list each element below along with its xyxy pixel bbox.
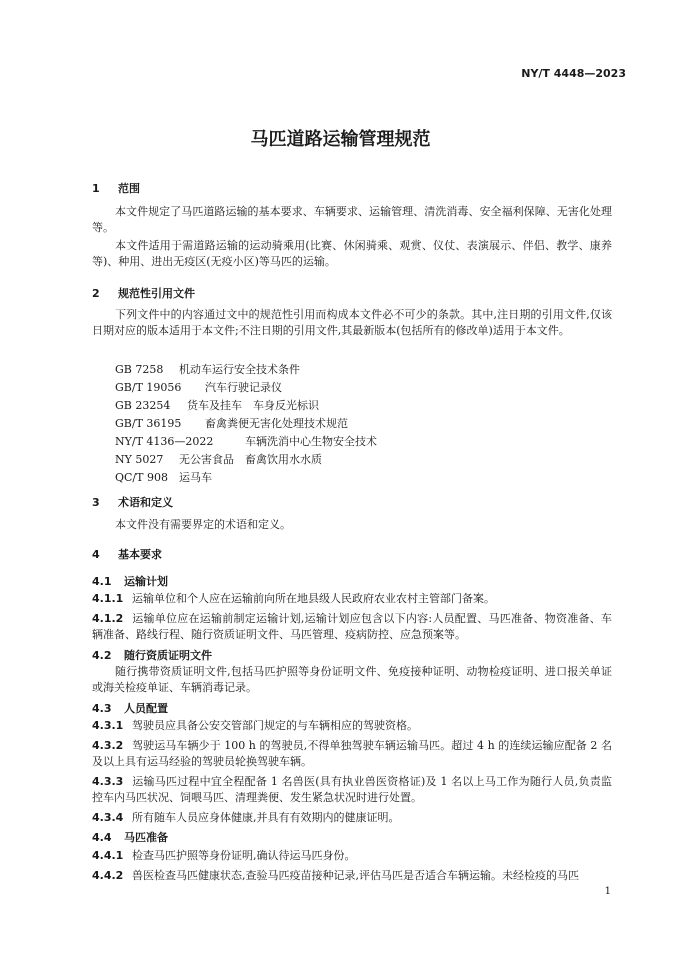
- reference-code: NY 5027: [115, 453, 164, 466]
- paragraph: 本文件适用于需道路运输的运动骑乘用(比赛、休闲骑乘、观赏、仪仗、表演展示、伴侣、教学、康养等)、种用、进出无疫区(无疫小区)等马匹的运输。: [92, 239, 612, 268]
- clause-number: 4.4.2: [92, 869, 124, 882]
- standard-number: NY/T 4448—2023: [521, 67, 626, 80]
- reference-item: [115, 361, 300, 377]
- reference-name: 无公害食品 畜禽饮用水水质: [179, 453, 322, 466]
- clause-4-4-1: [92, 848, 612, 864]
- clause-text: 运输单位应在运输前制定运输计划,运输计划应包含以下内容:人员配置、马匹准备、物资准备、车辆准备、路线行程、随行资质证明文件、马匹管理、疫病防控、应急预案等。: [92, 612, 612, 641]
- subsection-title: 人员配置: [124, 702, 168, 715]
- section-1-heading: [92, 180, 140, 196]
- subsection-4-2-heading: [92, 647, 212, 663]
- reference-item: [115, 469, 212, 485]
- section-number: 2: [92, 287, 100, 300]
- reference-code: NY/T 4136—2022: [115, 435, 214, 448]
- clause-text: 运输马匹过程中宜全程配备 1 名兽医(具有执业兽医资格证)及 1 名以上马工作为随行人员,负责监控车内马匹状况、饲喂马匹、清理粪便、发生紧急状况时进行处置。: [92, 775, 612, 804]
- reference-item: [115, 397, 319, 413]
- subsection-title: 马匹准备: [124, 831, 168, 844]
- paragraph: 随行携带资质证明文件,包括马匹护照等身份证明文件、免疫接种证明、动物检疫证明、进口报关单证或海关检疫单证、车辆消毒记录。: [92, 665, 612, 694]
- reference-name: 畜禽粪便无害化处理技术规范: [205, 417, 348, 430]
- clause-number: 4.3.2: [92, 739, 124, 752]
- reference-item: [115, 415, 348, 431]
- section-number: 3: [92, 496, 100, 509]
- reference-item: [115, 433, 377, 449]
- subsection-4-4-heading: [92, 829, 168, 845]
- subsection-title: 随行资质证明文件: [124, 649, 212, 662]
- reference-code: GB 23254: [115, 399, 171, 412]
- section-title: 基本要求: [118, 548, 162, 561]
- paragraph: 本文件规定了马匹道路运输的基本要求、车辆要求、运输管理、清洗消毒、安全福利保障、无害化处理等。: [92, 205, 612, 234]
- reference-name: 汽车行驶记录仪: [205, 381, 282, 394]
- subsection-number: 4.1: [92, 575, 112, 588]
- clause-text: 所有随车人员应身体健康,并具有有效期内的健康证明。: [132, 811, 400, 824]
- clause-number: 4.3.1: [92, 719, 124, 732]
- paragraph: 本文件没有需要界定的术语和定义。: [115, 518, 291, 531]
- subsection-number: 4.4: [92, 831, 112, 844]
- clause-4-3-3: [92, 774, 612, 806]
- subsection-number: 4.3: [92, 702, 112, 715]
- page-title: 马匹道路运输管理规范: [250, 129, 431, 150]
- subsection-4-3-heading: [92, 700, 168, 716]
- section-title: 范围: [118, 182, 140, 195]
- clause-number: 4.3.4: [92, 811, 124, 824]
- subsection-number: 4.2: [92, 649, 112, 662]
- clause-4-3-2: [92, 738, 612, 770]
- reference-code: GB/T 36195: [115, 417, 182, 430]
- reference-name: 货车及挂车 车身反光标识: [187, 399, 319, 412]
- section-title: 规范性引用文件: [118, 287, 195, 300]
- clause-4-1-1: [92, 591, 612, 607]
- section-2-heading: [92, 285, 195, 301]
- clause-text: 运输单位和个人应在运输前向所在地县级人民政府农业农村主管部门备案。: [132, 592, 495, 605]
- section-number: 1: [92, 182, 100, 195]
- clause-4-4-2: [92, 868, 612, 884]
- section-number: 4: [92, 548, 100, 561]
- clause-number: 4.1.2: [92, 612, 124, 625]
- clause-text: 驾驶员应具备公安交管部门规定的与车辆相应的驾驶资格。: [132, 719, 418, 732]
- reference-name: 车辆洗消中心生物安全技术: [245, 435, 377, 448]
- section-4-heading: [92, 546, 162, 562]
- reference-code: GB 7258: [115, 363, 164, 376]
- paragraph: 下列文件中的内容通过文中的规范性引用而构成本文件必不可少的条款。其中,注日期的引用文件,仅该日期对应的版本适用于本文件;不注日期的引用文件,其最新版本(包括所有的修改单)适用于本文件。: [92, 308, 612, 337]
- clause-number: 4.3.3: [92, 775, 124, 788]
- reference-item: [115, 379, 282, 395]
- clause-text: 兽医检查马匹健康状态,查验马匹疫苗接种记录,评估马匹是否适合车辆运输。未经检疫的马匹: [132, 869, 579, 882]
- subsection-4-1-heading: [92, 573, 168, 589]
- page-number: 1: [604, 886, 611, 897]
- reference-item: [115, 451, 322, 467]
- clause-4-1-2: [92, 611, 612, 643]
- clause-number: 4.1.1: [92, 592, 124, 605]
- reference-code: GB/T 19056: [115, 381, 182, 394]
- reference-code: QC/T 908: [115, 471, 168, 484]
- clause-text: 驾驶运马车辆少于 100 h 的驾驶员,不得单独驾驶车辆运输马匹。超过 4 h 的连续运输应配备 2 名及以上具有运马经验的驾驶员轮换驾驶车辆。: [92, 739, 612, 768]
- reference-name: 机动车运行安全技术条件: [179, 363, 300, 376]
- clause-4-3-4: [92, 810, 612, 826]
- subsection-title: 运输计划: [124, 575, 168, 588]
- clause-4-3-1: [92, 718, 612, 734]
- reference-name: 运马车: [179, 471, 212, 484]
- clause-number: 4.4.1: [92, 849, 124, 862]
- clause-text: 检查马匹护照等身份证明,确认待运马匹身份。: [132, 849, 356, 862]
- section-3-heading: [92, 494, 173, 510]
- section-title: 术语和定义: [118, 496, 173, 509]
